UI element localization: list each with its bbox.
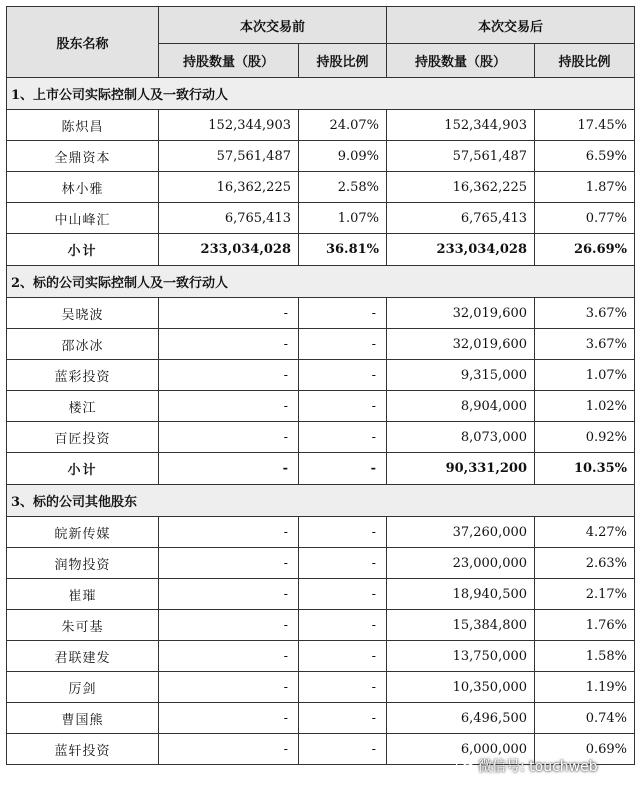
cell-after-ratio: 3.67% xyxy=(535,329,635,360)
cell-before-shares: 6,765,413 xyxy=(159,203,299,234)
cell-after-ratio: 1.19% xyxy=(535,672,635,703)
cell-before-shares: - xyxy=(159,422,299,453)
cell-before-shares: - xyxy=(159,610,299,641)
cell-after-ratio: 6.59% xyxy=(535,141,635,172)
cell-name: 崔璀 xyxy=(7,579,159,610)
table-row xyxy=(7,391,635,422)
subtotal-before-shares: - xyxy=(159,453,299,485)
header-after-trade: 本次交易后 xyxy=(387,7,635,44)
cell-before-shares: - xyxy=(159,734,299,765)
cell-after-ratio: 0.69% xyxy=(535,734,635,765)
cell-before-ratio: - xyxy=(299,517,387,548)
cell-after-ratio: 0.74% xyxy=(535,703,635,734)
subtotal-after-shares: 233,034,028 xyxy=(387,234,535,266)
cell-after-ratio: 1.07% xyxy=(535,360,635,391)
cell-name: 全鼎资本 xyxy=(7,141,159,172)
header-shareholder-name: 股东名称 xyxy=(7,7,159,78)
cell-before-ratio: - xyxy=(299,734,387,765)
cell-before-shares: 16,362,225 xyxy=(159,172,299,203)
subtotal-name: 小计 xyxy=(7,234,159,266)
cell-before-ratio: - xyxy=(299,672,387,703)
table-row xyxy=(7,641,635,672)
cell-after-shares: 8,073,000 xyxy=(387,422,535,453)
subtotal-row xyxy=(7,453,635,485)
subtotal-before-shares: 233,034,028 xyxy=(159,234,299,266)
cell-before-ratio: - xyxy=(299,703,387,734)
cell-before-ratio: - xyxy=(299,360,387,391)
cell-after-ratio: 0.92% xyxy=(535,422,635,453)
cell-after-ratio: 1.87% xyxy=(535,172,635,203)
table-row xyxy=(7,517,635,548)
watermark-text: 微信号: touchweb xyxy=(478,759,598,775)
cell-before-ratio: - xyxy=(299,610,387,641)
cell-before-ratio: - xyxy=(299,579,387,610)
cell-before-ratio: - xyxy=(299,422,387,453)
cell-after-shares: 6,496,500 xyxy=(387,703,535,734)
cell-after-ratio: 1.58% xyxy=(535,641,635,672)
table-row xyxy=(7,579,635,610)
header-before-trade: 本次交易前 xyxy=(159,7,387,44)
watermark xyxy=(456,756,598,776)
header-before-shares: 持股数量（股） xyxy=(159,44,299,78)
cell-after-shares: 32,019,600 xyxy=(387,329,535,360)
cell-name: 楼江 xyxy=(7,391,159,422)
cell-name: 厉剑 xyxy=(7,672,159,703)
cell-name: 百匠投资 xyxy=(7,422,159,453)
table-row xyxy=(7,422,635,453)
section-title: 1、上市公司实际控制人及一致行动人 xyxy=(7,78,635,110)
table-row xyxy=(7,172,635,203)
cell-before-shares: - xyxy=(159,672,299,703)
cell-name: 吴晓波 xyxy=(7,298,159,329)
section-header xyxy=(7,78,635,110)
cell-before-shares: - xyxy=(159,329,299,360)
cell-after-shares: 6,000,000 xyxy=(387,734,535,765)
cell-before-shares: - xyxy=(159,391,299,422)
cell-before-shares: - xyxy=(159,298,299,329)
cell-before-shares: - xyxy=(159,703,299,734)
cell-after-ratio: 17.45% xyxy=(535,110,635,141)
cell-before-shares: 57,561,487 xyxy=(159,141,299,172)
cell-name: 蓝轩投资 xyxy=(7,734,159,765)
section-title: 3、标的公司其他股东 xyxy=(7,485,635,517)
cell-name: 林小雅 xyxy=(7,172,159,203)
cell-after-shares: 16,362,225 xyxy=(387,172,535,203)
cell-before-ratio: 24.07% xyxy=(299,110,387,141)
cell-name: 润物投资 xyxy=(7,548,159,579)
cell-before-shares: - xyxy=(159,548,299,579)
subtotal-name: 小计 xyxy=(7,453,159,485)
cell-name: 邵冰冰 xyxy=(7,329,159,360)
cell-after-shares: 15,384,800 xyxy=(387,610,535,641)
cell-name: 蓝彩投资 xyxy=(7,360,159,391)
subtotal-after-ratio: 10.35% xyxy=(535,453,635,485)
cell-after-shares: 8,904,000 xyxy=(387,391,535,422)
subtotal-after-shares: 90,331,200 xyxy=(387,453,535,485)
subtotal-before-ratio: - xyxy=(299,453,387,485)
cell-before-ratio: - xyxy=(299,298,387,329)
cell-after-shares: 32,019,600 xyxy=(387,298,535,329)
cell-after-shares: 9,315,000 xyxy=(387,360,535,391)
table-row xyxy=(7,203,635,234)
section-header xyxy=(7,485,635,517)
cell-before-ratio: - xyxy=(299,329,387,360)
cell-name: 曹国熊 xyxy=(7,703,159,734)
shareholding-table xyxy=(6,6,635,765)
section-header xyxy=(7,266,635,298)
header-after-ratio: 持股比例 xyxy=(535,44,635,78)
table-row xyxy=(7,298,635,329)
subtotal-row xyxy=(7,234,635,266)
table-row xyxy=(7,329,635,360)
cell-after-shares: 57,561,487 xyxy=(387,141,535,172)
table-row xyxy=(7,360,635,391)
cell-after-ratio: 3.67% xyxy=(535,298,635,329)
cell-after-shares: 23,000,000 xyxy=(387,548,535,579)
cell-after-shares: 152,344,903 xyxy=(387,110,535,141)
cell-after-shares: 18,940,500 xyxy=(387,579,535,610)
cell-before-shares: - xyxy=(159,641,299,672)
cell-after-shares: 6,765,413 xyxy=(387,203,535,234)
subtotal-after-ratio: 26.69% xyxy=(535,234,635,266)
subtotal-before-ratio: 36.81% xyxy=(299,234,387,266)
cell-name: 朱可基 xyxy=(7,610,159,641)
header-after-shares: 持股数量（股） xyxy=(387,44,535,78)
wechat-icon xyxy=(456,759,474,773)
table-row xyxy=(7,548,635,579)
cell-after-ratio: 4.27% xyxy=(535,517,635,548)
header-before-ratio: 持股比例 xyxy=(299,44,387,78)
table-body xyxy=(7,78,635,765)
cell-name: 君联建发 xyxy=(7,641,159,672)
cell-after-ratio: 1.76% xyxy=(535,610,635,641)
table-row xyxy=(7,610,635,641)
cell-after-shares: 37,260,000 xyxy=(387,517,535,548)
cell-before-shares: 152,344,903 xyxy=(159,110,299,141)
cell-before-ratio: - xyxy=(299,641,387,672)
cell-after-shares: 13,750,000 xyxy=(387,641,535,672)
cell-before-ratio: 2.58% xyxy=(299,172,387,203)
cell-before-ratio: 1.07% xyxy=(299,203,387,234)
cell-before-ratio: - xyxy=(299,391,387,422)
cell-before-shares: - xyxy=(159,579,299,610)
cell-before-shares: - xyxy=(159,360,299,391)
table-row xyxy=(7,141,635,172)
cell-after-ratio: 2.63% xyxy=(535,548,635,579)
cell-before-ratio: 9.09% xyxy=(299,141,387,172)
cell-name: 陈炽昌 xyxy=(7,110,159,141)
cell-name: 中山峰汇 xyxy=(7,203,159,234)
cell-after-ratio: 0.77% xyxy=(535,203,635,234)
cell-before-shares: - xyxy=(159,517,299,548)
table-row xyxy=(7,110,635,141)
section-title: 2、标的公司实际控制人及一致行动人 xyxy=(7,266,635,298)
cell-before-ratio: - xyxy=(299,548,387,579)
table-row xyxy=(7,703,635,734)
cell-after-ratio: 2.17% xyxy=(535,579,635,610)
cell-after-shares: 10,350,000 xyxy=(387,672,535,703)
table-row xyxy=(7,672,635,703)
cell-name: 皖新传媒 xyxy=(7,517,159,548)
cell-after-ratio: 1.02% xyxy=(535,391,635,422)
